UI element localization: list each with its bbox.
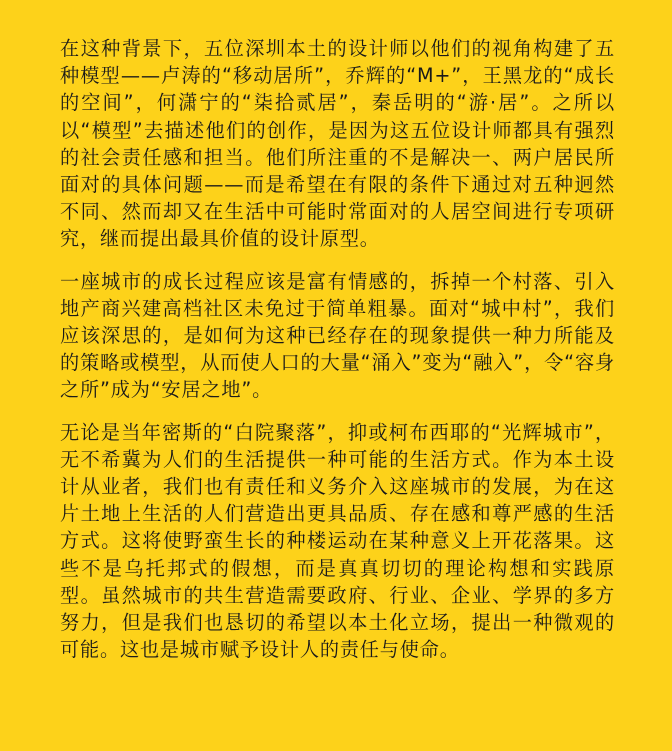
article-body: [60, 35, 615, 663]
paragraph-3: 无论是当年密斯的“白院聚落”，抑或柯布西耶的“光辉城市”，无不希冀为人们的生活提供一种可能的生活方式。作为本土设计从业者，我们也有责任和义务介入这座城市的发展，为在这片土地上生活的人们营造出更具品质、存在感和尊严感的生活方式。这将使野蛮生长的种楼运动在某种意义上开花落果。这些不是乌托邦式的假想，而是真真切切的理论构想和实践原型。虽然城市的共生营造需要政府、行业、企业、学界的多方努力，但是我们也恳切的希望以本土化立场，提出一种微观的可能。这也是城市赋予设计人的责任与使命。: [60, 420, 615, 662]
paragraph-2: 一座城市的成长过程应该是富有情感的，拆掉一个村落、引入地产商兴建高档社区未免过于简单粗暴。面对“城中村”，我们应该深思的，是如何为这种已经存在的现象提供一种力所能及的策略或模型，从而使人口的大量“涌入”变为“融入”，令“容身之所”成为“安居之地”。: [60, 269, 615, 402]
paragraph-1: 在这种背景下，五位深圳本土的设计师以他们的视角构建了五种模型——卢涛的“移动居所”，乔辉的“M+”，王黑龙的“成长的空间”，何潇宁的“柒拾贰居”，秦岳明的“游·居”。之所以以“模型”去描述他们的创作，是因为这五位设计师都具有强烈的社会责任感和担当。他们所注重的不是解决一、两户居民所面对的具体问题——而是希望在有限的条件下通过对五种迥然不同、然而却又在生活中可能时常面对的人居空间进行专项研究，继而提出最具价值的设计原型。: [60, 37, 615, 251]
